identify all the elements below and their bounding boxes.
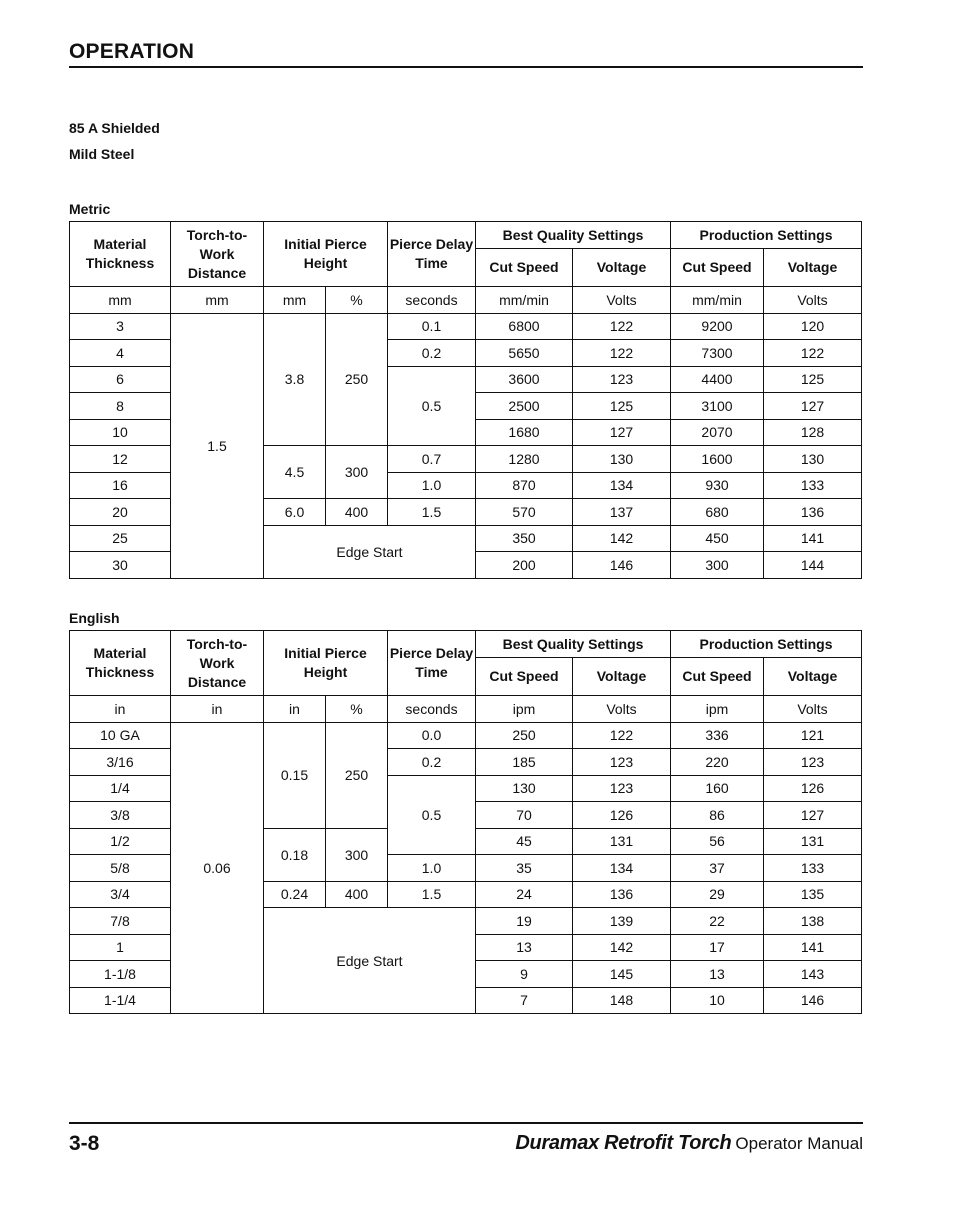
header-material-thickness: Material Thickness (70, 222, 171, 287)
bq-voltage-cell: 123 (573, 366, 671, 393)
unit-cell: mm (171, 287, 264, 314)
bq-voltage-cell: 122 (573, 340, 671, 367)
table-row (70, 722, 862, 749)
pierce-delay-cell: 0.5 (388, 366, 476, 446)
bq-cut-speed-cell: 1280 (476, 446, 573, 473)
unit-cell: in (171, 696, 264, 723)
pierce-percent-cell: 400 (326, 499, 388, 526)
thickness-cell: 20 (70, 499, 171, 526)
pr-cut-speed-cell: 4400 (671, 366, 764, 393)
pr-cut-speed-cell: 7300 (671, 340, 764, 367)
pr-cut-speed-cell: 37 (671, 855, 764, 882)
bq-cut-speed-cell: 35 (476, 855, 573, 882)
pr-cut-speed-cell: 220 (671, 749, 764, 776)
unit-cell: % (326, 696, 388, 723)
header-divider (69, 66, 863, 68)
pr-voltage-cell: 144 (764, 552, 862, 579)
pr-cut-speed-cell: 680 (671, 499, 764, 526)
pierce-delay-cell: 0.0 (388, 722, 476, 749)
header-pr-voltage: Voltage (764, 249, 862, 287)
bq-voltage-cell: 122 (573, 722, 671, 749)
bq-voltage-cell: 125 (573, 393, 671, 420)
pierce-delay-cell: 0.1 (388, 313, 476, 340)
pr-voltage-cell: 141 (764, 934, 862, 961)
thickness-cell: 8 (70, 393, 171, 420)
metric-cut-chart (69, 221, 862, 579)
pierce-percent-cell: 400 (326, 881, 388, 908)
pr-voltage-cell: 133 (764, 472, 862, 499)
thickness-cell: 4 (70, 340, 171, 367)
pr-voltage-cell: 130 (764, 446, 862, 473)
bq-cut-speed-cell: 7 (476, 987, 573, 1014)
page-section-title: OPERATION (69, 40, 195, 63)
bq-voltage-cell: 126 (573, 802, 671, 829)
pierce-delay-cell: 0.2 (388, 749, 476, 776)
unit-cell: Volts (573, 287, 671, 314)
header-pierce-delay-time: Pierce Delay Time (388, 222, 476, 287)
header-production-settings: Production Settings (671, 631, 862, 658)
pierce-percent-cell: 250 (326, 722, 388, 828)
pr-voltage-cell: 133 (764, 855, 862, 882)
spec-current-label: 85 A Shielded (69, 120, 160, 136)
pierce-height-cell: 3.8 (264, 313, 326, 446)
thickness-cell: 16 (70, 472, 171, 499)
pr-voltage-cell: 126 (764, 775, 862, 802)
bq-cut-speed-cell: 3600 (476, 366, 573, 393)
unit-cell: mm/min (671, 287, 764, 314)
header-bq-cut-speed: Cut Speed (476, 249, 573, 287)
thickness-cell: 7/8 (70, 908, 171, 935)
pr-voltage-cell: 131 (764, 828, 862, 855)
pr-voltage-cell: 141 (764, 525, 862, 552)
bq-cut-speed-cell: 250 (476, 722, 573, 749)
pr-cut-speed-cell: 300 (671, 552, 764, 579)
unit-cell: Volts (573, 696, 671, 723)
pr-cut-speed-cell: 336 (671, 722, 764, 749)
bq-cut-speed-cell: 24 (476, 881, 573, 908)
bq-voltage-cell: 134 (573, 472, 671, 499)
bq-voltage-cell: 148 (573, 987, 671, 1014)
manual-title (515, 1132, 863, 1155)
bq-voltage-cell: 123 (573, 749, 671, 776)
bq-voltage-cell: 130 (573, 446, 671, 473)
bq-cut-speed-cell: 870 (476, 472, 573, 499)
bq-voltage-cell: 137 (573, 499, 671, 526)
pr-cut-speed-cell: 930 (671, 472, 764, 499)
header-pr-voltage: Voltage (764, 658, 862, 696)
bq-voltage-cell: 127 (573, 419, 671, 446)
header-best-quality-settings: Best Quality Settings (476, 631, 671, 658)
unit-cell: ipm (671, 696, 764, 723)
pierce-delay-cell: 0.2 (388, 340, 476, 367)
thickness-cell: 30 (70, 552, 171, 579)
document-type: Operator Manual (735, 1134, 863, 1153)
unit-cell: seconds (388, 287, 476, 314)
pr-cut-speed-cell: 56 (671, 828, 764, 855)
pr-voltage-cell: 122 (764, 340, 862, 367)
pierce-height-cell: 4.5 (264, 446, 326, 499)
thickness-cell: 1-1/4 (70, 987, 171, 1014)
unit-cell: Volts (764, 287, 862, 314)
pr-voltage-cell: 127 (764, 393, 862, 420)
pierce-height-cell: 0.15 (264, 722, 326, 828)
pr-cut-speed-cell: 450 (671, 525, 764, 552)
torch-distance-cell: 0.06 (171, 722, 264, 1014)
bq-cut-speed-cell: 1680 (476, 419, 573, 446)
bq-cut-speed-cell: 9 (476, 961, 573, 988)
english-table-label: English (69, 610, 120, 626)
pr-cut-speed-cell: 17 (671, 934, 764, 961)
bq-cut-speed-cell: 19 (476, 908, 573, 935)
pr-voltage-cell: 138 (764, 908, 862, 935)
pr-voltage-cell: 125 (764, 366, 862, 393)
header-torch-to-work: Torch-to-Work Distance (171, 222, 264, 287)
bq-voltage-cell: 136 (573, 881, 671, 908)
thickness-cell: 5/8 (70, 855, 171, 882)
pr-voltage-cell: 143 (764, 961, 862, 988)
bq-voltage-cell: 122 (573, 313, 671, 340)
thickness-cell: 3 (70, 313, 171, 340)
pierce-height-cell: 0.24 (264, 881, 326, 908)
product-name: Duramax Retrofit Torch (515, 1132, 732, 1154)
bq-voltage-cell: 123 (573, 775, 671, 802)
page-number: 3-8 (69, 1132, 100, 1155)
bq-cut-speed-cell: 2500 (476, 393, 573, 420)
bq-cut-speed-cell: 200 (476, 552, 573, 579)
thickness-cell: 3/4 (70, 881, 171, 908)
thickness-cell: 6 (70, 366, 171, 393)
bq-cut-speed-cell: 13 (476, 934, 573, 961)
header-material-thickness: Material Thickness (70, 631, 171, 696)
bq-cut-speed-cell: 570 (476, 499, 573, 526)
bq-voltage-cell: 142 (573, 525, 671, 552)
unit-cell: mm (70, 287, 171, 314)
pr-cut-speed-cell: 2070 (671, 419, 764, 446)
unit-cell: in (264, 696, 326, 723)
unit-cell: mm/min (476, 287, 573, 314)
pr-voltage-cell: 136 (764, 499, 862, 526)
header-initial-pierce-height: Initial Pierce Height (264, 631, 388, 696)
bq-cut-speed-cell: 45 (476, 828, 573, 855)
pierce-delay-cell: 1.5 (388, 499, 476, 526)
unit-cell: seconds (388, 696, 476, 723)
bq-cut-speed-cell: 130 (476, 775, 573, 802)
header-pr-cut-speed: Cut Speed (671, 249, 764, 287)
pierce-delay-cell: 0.7 (388, 446, 476, 473)
pr-cut-speed-cell: 22 (671, 908, 764, 935)
bq-voltage-cell: 134 (573, 855, 671, 882)
pr-cut-speed-cell: 13 (671, 961, 764, 988)
pr-voltage-cell: 121 (764, 722, 862, 749)
pr-cut-speed-cell: 3100 (671, 393, 764, 420)
header-pr-cut-speed: Cut Speed (671, 658, 764, 696)
pr-cut-speed-cell: 1600 (671, 446, 764, 473)
pierce-height-cell: 6.0 (264, 499, 326, 526)
bq-voltage-cell: 139 (573, 908, 671, 935)
bq-voltage-cell: 131 (573, 828, 671, 855)
unit-cell: ipm (476, 696, 573, 723)
unit-cell: mm (264, 287, 326, 314)
bq-cut-speed-cell: 5650 (476, 340, 573, 367)
torch-distance-cell: 1.5 (171, 313, 264, 578)
bq-cut-speed-cell: 350 (476, 525, 573, 552)
pierce-delay-cell: 0.5 (388, 775, 476, 855)
thickness-cell: 12 (70, 446, 171, 473)
pr-cut-speed-cell: 86 (671, 802, 764, 829)
pierce-height-cell: 0.18 (264, 828, 326, 881)
pr-voltage-cell: 120 (764, 313, 862, 340)
thickness-cell: 1-1/8 (70, 961, 171, 988)
pr-cut-speed-cell: 10 (671, 987, 764, 1014)
edge-start-cell: Edge Start (264, 908, 476, 1014)
header-production-settings: Production Settings (671, 222, 862, 249)
spec-material-label: Mild Steel (69, 146, 135, 162)
thickness-cell: 1 (70, 934, 171, 961)
pr-voltage-cell: 123 (764, 749, 862, 776)
thickness-cell: 1/4 (70, 775, 171, 802)
metric-table-label: Metric (69, 201, 111, 217)
bq-cut-speed-cell: 6800 (476, 313, 573, 340)
english-cut-chart (69, 630, 862, 1014)
header-best-quality-settings: Best Quality Settings (476, 222, 671, 249)
footer-divider (69, 1122, 863, 1124)
header-initial-pierce-height: Initial Pierce Height (264, 222, 388, 287)
pierce-percent-cell: 300 (326, 446, 388, 499)
unit-cell: in (70, 696, 171, 723)
pr-voltage-cell: 135 (764, 881, 862, 908)
thickness-cell: 1/2 (70, 828, 171, 855)
pr-cut-speed-cell: 160 (671, 775, 764, 802)
unit-cell: % (326, 287, 388, 314)
pierce-delay-cell: 1.5 (388, 881, 476, 908)
pierce-delay-cell: 1.0 (388, 472, 476, 499)
bq-voltage-cell: 146 (573, 552, 671, 579)
pr-voltage-cell: 127 (764, 802, 862, 829)
pierce-percent-cell: 250 (326, 313, 388, 446)
pierce-percent-cell: 300 (326, 828, 388, 881)
pr-voltage-cell: 128 (764, 419, 862, 446)
pierce-delay-cell: 1.0 (388, 855, 476, 882)
pr-cut-speed-cell: 29 (671, 881, 764, 908)
bq-voltage-cell: 145 (573, 961, 671, 988)
edge-start-cell: Edge Start (264, 525, 476, 578)
bq-cut-speed-cell: 185 (476, 749, 573, 776)
thickness-cell: 3/16 (70, 749, 171, 776)
unit-cell: Volts (764, 696, 862, 723)
pr-cut-speed-cell: 9200 (671, 313, 764, 340)
bq-voltage-cell: 142 (573, 934, 671, 961)
header-bq-cut-speed: Cut Speed (476, 658, 573, 696)
bq-cut-speed-cell: 70 (476, 802, 573, 829)
thickness-cell: 25 (70, 525, 171, 552)
header-torch-to-work: Torch-to-Work Distance (171, 631, 264, 696)
table-row (70, 313, 862, 340)
thickness-cell: 10 (70, 419, 171, 446)
header-pierce-delay-time: Pierce Delay Time (388, 631, 476, 696)
header-bq-voltage: Voltage (573, 249, 671, 287)
thickness-cell: 3/8 (70, 802, 171, 829)
pr-voltage-cell: 146 (764, 987, 862, 1014)
header-bq-voltage: Voltage (573, 658, 671, 696)
thickness-cell: 10 GA (70, 722, 171, 749)
